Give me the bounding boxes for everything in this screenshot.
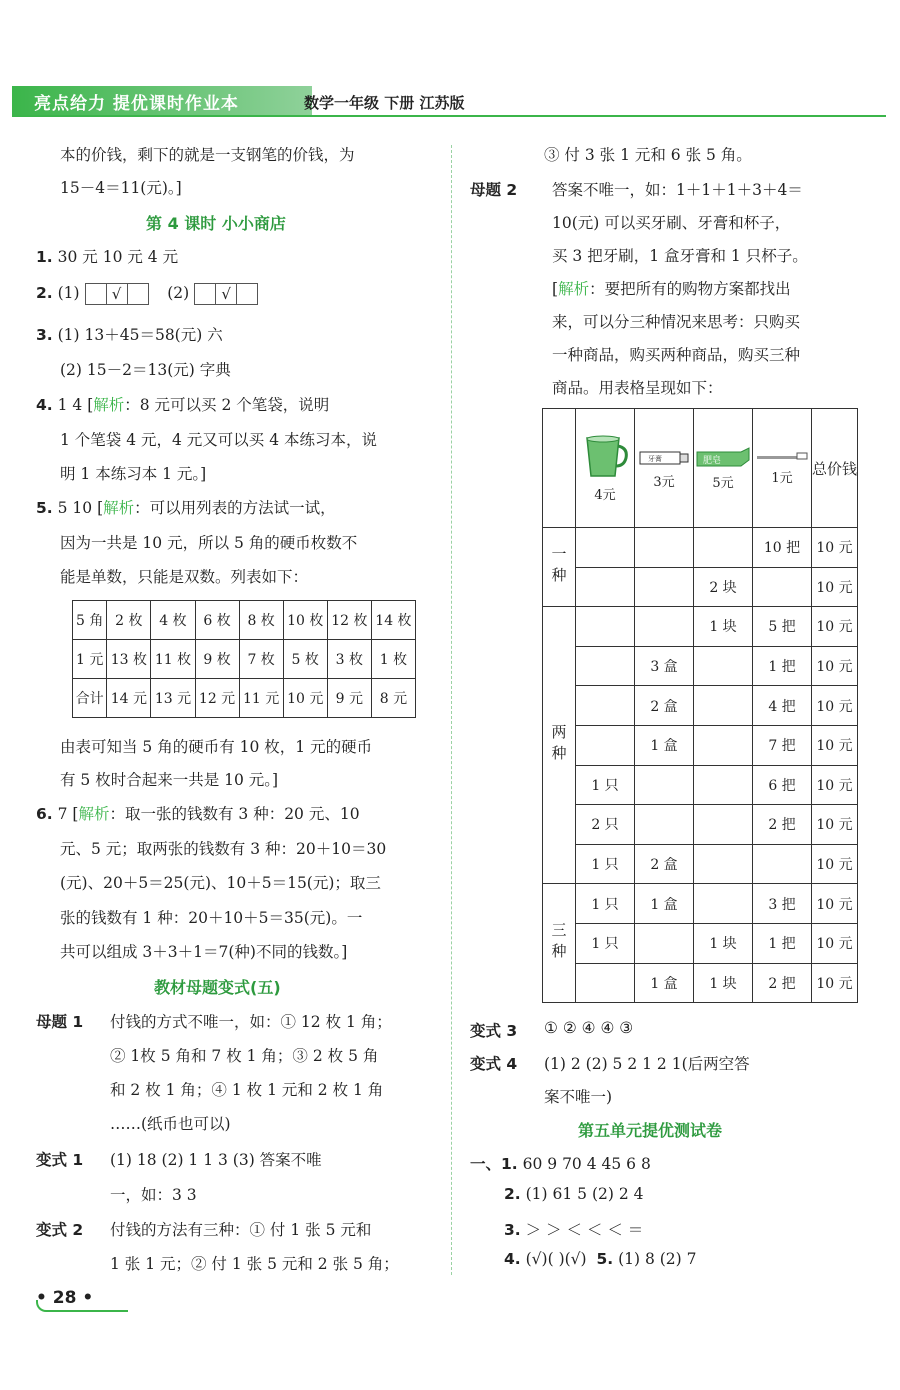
analysis-tag: 解析	[78, 805, 110, 823]
item-header-cell	[576, 409, 635, 528]
label: 变式 3	[470, 1022, 518, 1040]
table-cell	[635, 805, 694, 845]
label: 3.	[504, 1221, 521, 1239]
item-price: 4元	[594, 487, 616, 503]
table-cell: 1 块	[694, 923, 753, 963]
section-title: 第 4 课时 小小商店	[146, 214, 286, 233]
table-cell	[635, 607, 694, 647]
answer-text: (1) 61 5 (2) 2 4	[525, 1185, 644, 1203]
test-1	[470, 1152, 651, 1174]
label: 5.	[596, 1250, 614, 1268]
table-cell: 4 枚	[151, 601, 195, 640]
brand-title: 亮点给力 提优课时作业本	[34, 94, 239, 114]
table-cell: 2 只	[576, 805, 635, 845]
answer-text: (1) 8 (2) 7	[618, 1250, 697, 1268]
table-row	[73, 679, 416, 718]
item-header-cell	[753, 409, 812, 528]
table-cell: 1 只	[576, 765, 635, 805]
table-row	[543, 607, 858, 647]
section-title: 第五单元提优测试卷	[578, 1121, 723, 1140]
table-cell: 8 元	[371, 679, 415, 718]
table-cell: 13 元	[151, 679, 195, 718]
table-cell: 1 盒	[635, 963, 694, 1003]
answer-1: 1. 30 元 10 元 4 元	[36, 248, 179, 266]
page-number-decoration	[36, 1300, 128, 1312]
answer-text: 7 [	[57, 805, 79, 823]
table-cell: 1 只	[576, 844, 635, 884]
group-label: 三种	[543, 884, 576, 1003]
table-cell: 5 把	[753, 607, 812, 647]
table-cell: 1 只	[576, 923, 635, 963]
table-cell	[694, 686, 753, 726]
table-row	[543, 844, 858, 884]
text-line: 元、5 元；取两张的钱数有 3 种：20＋10＝30	[60, 840, 387, 858]
table-cell: 3 盒	[635, 646, 694, 686]
table-cell: 1 把	[753, 923, 812, 963]
text-line: 来，可以分三种情况来思考：只购买	[552, 313, 801, 331]
table-cell	[576, 963, 635, 1003]
answer-text: ＞ ＞ ＜ ＜ ＜ ＝	[525, 1221, 644, 1239]
text-line: 因为一共是 10 元，所以 5 角的硬币枚数不	[60, 534, 358, 552]
label: 变式 4	[470, 1055, 518, 1073]
table-row	[543, 686, 858, 726]
text-line: 1 张 1 元；② 付 1 张 5 元和 2 张 5 角；	[110, 1255, 399, 1273]
table-row	[543, 765, 858, 805]
text-line: ① ② ④ ④ ③	[544, 1019, 634, 1037]
table-cell: 1 只	[576, 884, 635, 924]
item-price: 3元	[653, 474, 675, 490]
text-line: 案不唯一)	[544, 1088, 613, 1106]
table-cell	[576, 567, 635, 607]
test-3	[504, 1218, 643, 1240]
table-cell: 10 元	[812, 884, 858, 924]
table-cell: 10 元	[812, 567, 858, 607]
table-row	[73, 640, 416, 679]
answer-2: 2. (1) √ (2) √	[36, 283, 257, 305]
table-cell: 合计	[73, 679, 107, 718]
table-cell: 1 块	[694, 607, 753, 647]
answer-text: (1) 13＋45＝58(元) 六	[57, 326, 223, 344]
text-line: 和 2 枚 1 角；④ 1 枚 1 元和 2 枚 1 角	[110, 1081, 384, 1099]
table-cell: 2 盒	[635, 686, 694, 726]
cup-icon	[576, 434, 634, 484]
table-cell: 8 枚	[239, 601, 283, 640]
header-rule	[12, 115, 886, 117]
text-line: (1) 2 (2) 5 2 1 2 1(后两空答	[544, 1055, 750, 1073]
table-cell: 9 枚	[195, 640, 239, 679]
text-line: 1 个笔袋 4 元，4 元又可以买 4 本练习本，说	[60, 431, 378, 449]
table-row	[543, 528, 858, 568]
item-price: 1元	[771, 470, 793, 486]
table-cell: 6 把	[753, 765, 812, 805]
table-cell: 4 把	[753, 686, 812, 726]
analysis-tag: 解析	[558, 280, 590, 298]
table-cell	[694, 844, 753, 884]
table-cell: 10 枚	[283, 601, 327, 640]
table-cell: 1 把	[753, 646, 812, 686]
table-row	[73, 601, 416, 640]
table-cell	[753, 567, 812, 607]
text-line: 买 3 把牙刷，1 盒牙膏和 1 只杯子。	[552, 247, 808, 265]
text-line	[552, 277, 791, 299]
table-row	[543, 923, 858, 963]
text-line: 付钱的方式不唯一，如：① 12 枚 1 角；	[110, 1013, 392, 1031]
page-number: • 28 •	[36, 1288, 94, 1308]
table-cell: 7 枚	[239, 640, 283, 679]
table-cell: 2 枚	[107, 601, 151, 640]
test-2	[504, 1185, 643, 1203]
text-line: (1) 18 (2) 1 1 3 (3) 答案不唯	[110, 1151, 322, 1169]
table-row	[543, 646, 858, 686]
answer-text: 60 9 70 4 45 6 8	[522, 1155, 651, 1173]
table-cell	[694, 805, 753, 845]
table-cell: 7 把	[753, 725, 812, 765]
table-cell	[635, 765, 694, 805]
table-cell	[694, 725, 753, 765]
table-cell	[694, 528, 753, 568]
table-cell: 10 把	[753, 528, 812, 568]
text-line: 付钱的方法有三种：① 付 1 张 5 元和	[110, 1221, 372, 1239]
table-row	[543, 725, 858, 765]
table-cell: 11 枚	[151, 640, 195, 679]
table-cell: 5 枚	[283, 640, 327, 679]
table-cell: 10 元	[812, 646, 858, 686]
answer-box-checked: √	[106, 283, 128, 305]
table-cell: 2 块	[694, 567, 753, 607]
table-cell	[576, 528, 635, 568]
table-cell: 10 元	[812, 607, 858, 647]
table-cell: 11 元	[239, 679, 283, 718]
text-line: 商品。用表格呈现如下：	[552, 379, 723, 397]
table-cell	[576, 607, 635, 647]
table-cell	[576, 725, 635, 765]
text-line: ② 1枚 5 角和 7 枚 1 角；③ 2 枚 5 角	[110, 1047, 379, 1065]
label: 变式 2	[36, 1221, 84, 1239]
table-cell: 3 枚	[327, 640, 371, 679]
svg-text:肥皂: 肥皂	[703, 455, 722, 466]
label: 2.	[504, 1185, 521, 1203]
table-cell: 12 元	[195, 679, 239, 718]
answer-text: ：要把所有的购物方案都找出	[589, 280, 791, 298]
answer-4: 4. 1 4 [解析：8 元可以买 2 个笔袋，说明	[36, 396, 330, 414]
answer-6: 6. 7 [解析：取一张的钱数有 3 种：20 元、10	[36, 805, 360, 823]
analysis-tag: 解析	[93, 396, 125, 414]
table-cell	[576, 646, 635, 686]
table-header-row	[543, 409, 858, 528]
column-divider	[451, 145, 452, 1275]
table-cell: 13 枚	[107, 640, 151, 679]
toothbrush-icon	[753, 451, 811, 467]
table-cell: 2 把	[753, 963, 812, 1003]
table-cell: 10 元	[812, 686, 858, 726]
table-cell	[543, 409, 576, 528]
group-label: 一种	[543, 528, 576, 607]
label: 变式 1	[36, 1151, 84, 1169]
book-subtitle: 数学一年级 下册 江苏版	[304, 94, 465, 112]
part-label: (2)	[167, 284, 190, 302]
soap-icon	[694, 446, 752, 472]
section-title: 教材母题变式(五)	[154, 978, 281, 997]
table-cell	[753, 844, 812, 884]
text-line: 15－4＝11(元)。]	[60, 179, 182, 197]
item-price: 5元	[712, 475, 734, 491]
text-line: ③ 付 3 张 1 元和 6 张 5 角。	[544, 146, 752, 164]
label: 一、1.	[470, 1155, 518, 1173]
table-cell: 1 盒	[635, 884, 694, 924]
table-cell	[635, 923, 694, 963]
table-cell: 1 块	[694, 963, 753, 1003]
table-cell	[576, 686, 635, 726]
answer-text: 5 10 [	[57, 499, 104, 517]
label: 母题 2	[470, 181, 518, 199]
text-line: 10(元) 可以买牙刷、牙膏和杯子，	[552, 214, 791, 232]
bracket: [	[552, 280, 559, 298]
answer-text: 1 4 [	[57, 396, 94, 414]
answer-box-checked: √	[215, 283, 237, 305]
table-cell: 2 盒	[635, 844, 694, 884]
text-line: (2) 15－2＝13(元) 字典	[60, 361, 231, 379]
text-line: 明 1 本练习本 1 元。]	[60, 465, 207, 483]
table-cell: 5 角	[73, 601, 107, 640]
text-line: ……(纸币也可以)	[110, 1115, 231, 1133]
part-label: (1)	[57, 284, 80, 302]
answer-text: ：取一张的钱数有 3 种：20 元、10	[109, 805, 360, 823]
table-cell: 1 枚	[371, 640, 415, 679]
svg-text:牙膏: 牙膏	[648, 454, 662, 463]
label: 母题 1	[36, 1013, 84, 1031]
text-line: 答案不唯一，如：1＋1＋1＋3＋4＝	[552, 181, 803, 199]
table-cell: 10 元	[812, 725, 858, 765]
coin-table	[72, 600, 416, 718]
table-cell: 12 枚	[327, 601, 371, 640]
table-row	[543, 884, 858, 924]
answer-text: (√)( )(√)	[525, 1250, 587, 1268]
answer-box	[236, 283, 258, 305]
table-cell: 2 把	[753, 805, 812, 845]
table-cell	[694, 765, 753, 805]
text-line: 一种商品，购买两种商品，购买三种	[552, 346, 801, 364]
table-cell: 6 枚	[195, 601, 239, 640]
table-cell	[635, 528, 694, 568]
table-cell: 1 元	[73, 640, 107, 679]
answer-text: ：可以用列表的方法试一试，	[134, 499, 336, 517]
table-row	[543, 567, 858, 607]
answer-3: 3. (1) 13＋45＝58(元) 六	[36, 326, 223, 344]
table-row	[543, 963, 858, 1003]
table-cell: 10 元	[812, 844, 858, 884]
answer-box	[194, 283, 216, 305]
table-cell: 10 元	[812, 528, 858, 568]
item-header-cell	[694, 409, 753, 528]
toothpaste-icon	[635, 447, 693, 471]
text-line: 共可以组成 3＋3＋1＝7(种)不同的钱数。]	[60, 943, 348, 961]
answer-text: ：8 元可以买 2 个笔袋，说明	[124, 396, 330, 414]
answer-5: 5. 5 10 [解析：可以用列表的方法试一试，	[36, 499, 336, 517]
table-cell: 10 元	[812, 765, 858, 805]
text-line: (元)、20＋5＝25(元)、10＋5＝15(元)；取三	[60, 874, 381, 892]
text-line: 由表可知当 5 角的硬币有 10 枚，1 元的硬币	[60, 738, 373, 756]
table-cell: 10 元	[812, 963, 858, 1003]
table-cell: 14 元	[107, 679, 151, 718]
page-header	[0, 78, 900, 122]
answer-box	[127, 283, 149, 305]
table-cell: 10 元	[812, 923, 858, 963]
table-cell: 10 元	[812, 805, 858, 845]
analysis-tag: 解析	[103, 499, 135, 517]
text-line: 有 5 枚时合起来一共是 10 元。]	[60, 771, 279, 789]
group-label: 两种	[543, 607, 576, 884]
purchase-table	[542, 408, 858, 1003]
table-cell: 10 元	[283, 679, 327, 718]
answer-box	[85, 283, 107, 305]
table-cell: 1 盒	[635, 725, 694, 765]
table-cell	[694, 884, 753, 924]
text-line: 张的钱数有 1 种：20＋10＋5＝35(元)。一	[60, 909, 363, 927]
table-row	[543, 805, 858, 845]
table-cell: 14 枚	[371, 601, 415, 640]
table-cell	[694, 646, 753, 686]
label: 4.	[504, 1250, 521, 1268]
item-header-cell	[635, 409, 694, 528]
table-cell: 9 元	[327, 679, 371, 718]
total-header: 总价钱	[812, 409, 858, 528]
answer-text: 30 元 10 元 4 元	[57, 248, 179, 266]
text-line: 一，如：3 3	[110, 1186, 197, 1204]
test-4-5	[504, 1250, 697, 1268]
text-line: 能是单数，只能是双数。列表如下：	[60, 568, 309, 586]
table-cell	[635, 567, 694, 607]
table-cell: 3 把	[753, 884, 812, 924]
text-line: 本的价钱，剩下的就是一支钢笔的价钱，为	[60, 146, 355, 164]
